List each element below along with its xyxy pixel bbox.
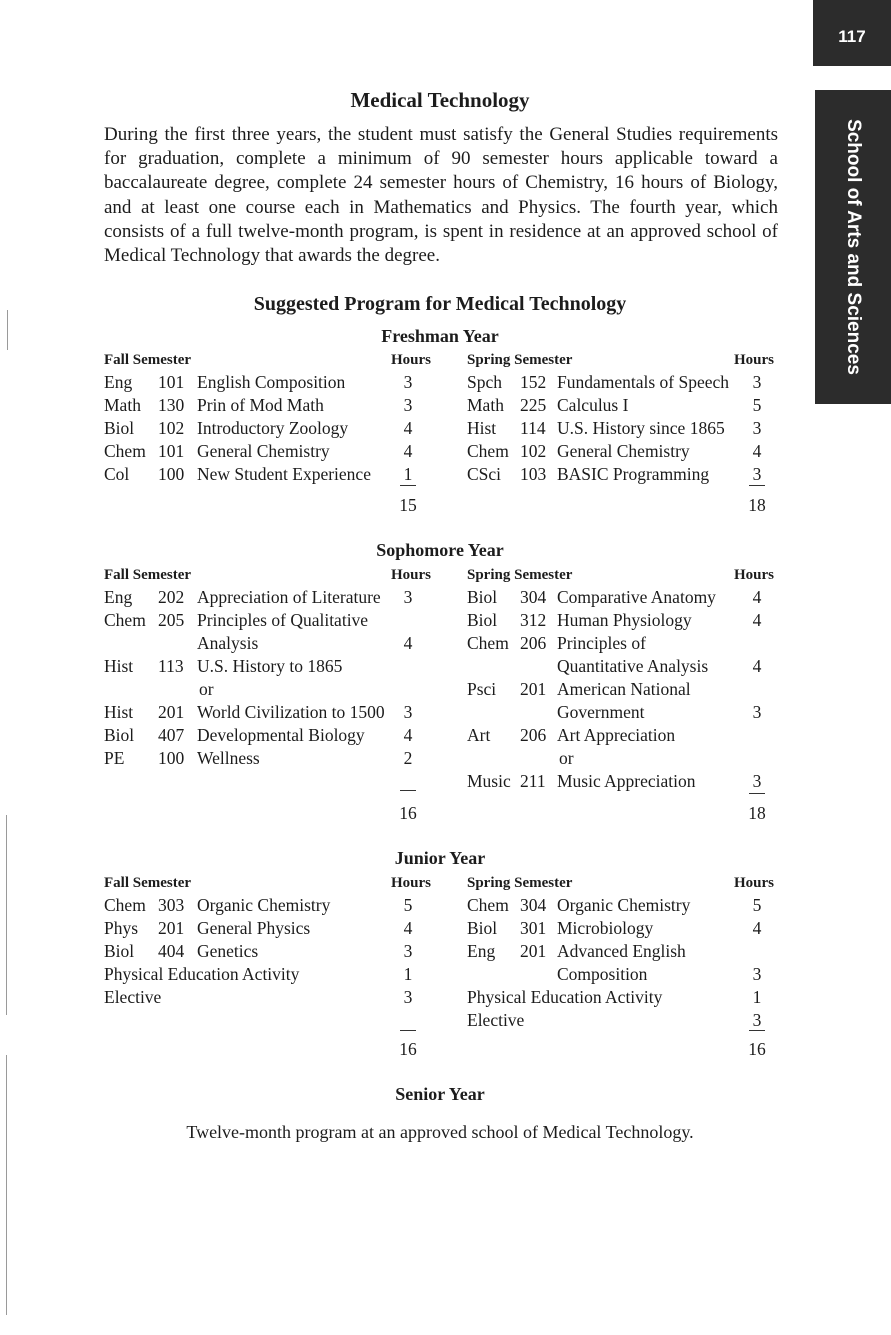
freshman-spring-total-rule — [749, 485, 765, 486]
course-dept: Col — [104, 464, 130, 484]
course-hours: 4 — [752, 441, 762, 461]
course-number: 113 — [158, 656, 184, 676]
freshman-fall-header: Fall Semester — [104, 352, 192, 368]
course-name: Advanced English — [557, 941, 686, 961]
course-number: 102 — [520, 441, 547, 461]
course-name: Comparative Anatomy — [557, 587, 716, 607]
course-dept: Spch — [467, 372, 502, 392]
freshman-spring-hours-header: Hours — [733, 352, 774, 368]
course-name: General Chemistry — [557, 441, 690, 461]
sophomore-spring-total-rule — [749, 793, 765, 794]
course-name: Wellness — [197, 748, 260, 768]
course-hours: 4 — [403, 918, 413, 938]
course-dept: Chem — [104, 441, 146, 461]
course-dept: CSci — [467, 464, 502, 484]
course-number: 205 — [158, 610, 185, 630]
course-name: American National — [557, 679, 691, 699]
course-dept: Physical Education Activity — [467, 987, 663, 1007]
course-name: Fundamentals of Speech — [557, 372, 730, 392]
course-dept: Music — [467, 771, 511, 791]
course-dept: Elective — [104, 987, 162, 1007]
course-dept: Chem — [467, 633, 509, 653]
junior-spring-total-rule — [749, 1030, 765, 1031]
course-hours: 5 — [403, 895, 413, 915]
course-name: General Physics — [197, 918, 311, 938]
course-number: 303 — [158, 895, 185, 915]
course-name: Government — [557, 702, 645, 722]
course-name: Prin of Mod Math — [197, 395, 324, 415]
course-name: Appreciation of Literature — [197, 587, 381, 607]
course-dept: Hist — [467, 418, 497, 438]
course-hours: 3 — [752, 1010, 762, 1030]
course-number: 201 — [158, 702, 185, 722]
sophomore-fall-hours-header: Hours — [390, 567, 431, 583]
freshman-fall-hours-header: Hours — [390, 352, 431, 368]
course-hours: 3 — [752, 702, 762, 722]
course-name: U.S. History since 1865 — [557, 418, 725, 438]
course-hours: 4 — [752, 918, 762, 938]
course-dept: Art — [467, 725, 491, 745]
course-name: U.S. History to 1865 — [197, 656, 343, 676]
course-name: Art Appreciation — [557, 725, 676, 745]
course-dept: Chem — [104, 610, 146, 630]
senior-year-text: Twelve-month program at an approved school of Medical Technology. — [186, 1122, 694, 1142]
sophomore-year-title: Sophomore Year — [376, 540, 504, 560]
course-name: Principles of — [557, 633, 646, 653]
course-number: 101 — [158, 441, 185, 461]
course-hours: 4 — [403, 633, 413, 653]
course-hours: 3 — [403, 702, 413, 722]
course-number: 301 — [520, 918, 547, 938]
course-hours: 3 — [752, 464, 762, 484]
course-name: BASIC Programming — [557, 464, 710, 484]
course-number: 404 — [158, 941, 185, 961]
sophomore-fall-header: Fall Semester — [104, 567, 192, 583]
course-hours: 3 — [752, 964, 762, 984]
junior-spring-total: 16 — [748, 1039, 766, 1059]
course-dept: Chem — [467, 895, 509, 915]
course-name: Calculus I — [557, 395, 629, 415]
course-hours: 1 — [403, 464, 413, 484]
course-dept: Hist — [104, 656, 134, 676]
course-dept: Elective — [467, 1010, 525, 1030]
course-number: 225 — [520, 395, 547, 415]
course-hours: 3 — [403, 987, 413, 1007]
course-dept: PE — [104, 748, 125, 768]
course-dept: Chem — [467, 441, 509, 461]
course-hours: 3 — [403, 941, 413, 961]
course-name: or — [199, 679, 214, 699]
junior-fall-hours-header: Hours — [390, 875, 431, 891]
course-name: or — [559, 748, 574, 768]
course-number: 100 — [158, 464, 185, 484]
course-number: 152 — [520, 372, 547, 392]
course-dept: Physical Education Activity — [104, 964, 300, 984]
course-hours: 4 — [403, 418, 413, 438]
course-number: 206 — [520, 633, 547, 653]
course-number: 101 — [158, 372, 185, 392]
course-dept: Psci — [467, 679, 497, 699]
junior-fall-total-rule — [400, 1030, 416, 1031]
senior-year-title: Senior Year — [395, 1084, 485, 1104]
course-name: Organic Chemistry — [557, 895, 691, 915]
course-number: 201 — [520, 679, 547, 699]
freshman-fall-total-rule — [400, 485, 416, 486]
freshman-fall-total: 15 — [399, 495, 417, 515]
course-name: Principles of Qualitative — [197, 610, 369, 630]
junior-spring-header: Spring Semester — [467, 875, 573, 891]
course-number: 100 — [158, 748, 185, 768]
course-hours: 2 — [403, 748, 413, 768]
course-dept: Math — [467, 395, 504, 415]
course-number: 304 — [520, 895, 547, 915]
course-name: Composition — [557, 964, 648, 984]
course-name: Introductory Zoology — [197, 418, 349, 438]
course-name: Music Appreciation — [557, 771, 696, 791]
margin-line — [7, 310, 8, 350]
freshman-spring-total: 18 — [748, 495, 766, 515]
freshman-spring-header: Spring Semester — [467, 352, 573, 368]
course-hours: 3 — [752, 372, 762, 392]
course-hours: 3 — [403, 395, 413, 415]
course-dept: Eng — [467, 941, 496, 961]
course-hours: 4 — [752, 610, 762, 630]
course-number: 102 — [158, 418, 185, 438]
course-dept: Biol — [467, 610, 498, 630]
course-dept: Hist — [104, 702, 134, 722]
course-hours: 5 — [752, 395, 762, 415]
margin-line — [6, 815, 7, 1015]
section-tab — [815, 90, 891, 404]
margin-line — [6, 1055, 7, 1315]
course-name: English Composition — [197, 372, 346, 392]
sophomore-spring-header: Spring Semester — [467, 567, 573, 583]
course-name: Developmental Biology — [197, 725, 365, 745]
page-number: 117 — [813, 0, 891, 66]
course-dept: Biol — [467, 587, 498, 607]
course-hours: 4 — [752, 587, 762, 607]
program-title: Suggested Program for Medical Technology — [253, 293, 627, 315]
course-dept: Biol — [104, 418, 135, 438]
course-name: Human Physiology — [557, 610, 692, 630]
course-dept: Chem — [104, 895, 146, 915]
course-name: Analysis — [197, 633, 259, 653]
junior-spring-hours-header: Hours — [733, 875, 774, 891]
intro-paragraph: During the first three years, the student must satisfy the General Studies requirements for graduation, complete a minimum of 90 semester hours applicable toward a baccalaureate degree, complete 24 semester hours of Chemistry, 16 hours of Biology, and at least one course each in Mathematics and Physics. The fourth year, which consists of a full twelve-month program, is spent in residence at an approved school of Medical Technology that awards the degree. — [104, 124, 778, 267]
course-hours: 4 — [403, 725, 413, 745]
course-hours: 5 — [752, 895, 762, 915]
course-hours: 1 — [403, 964, 413, 984]
course-hours: 3 — [403, 372, 413, 392]
course-name: New Student Experience — [197, 464, 371, 484]
course-name: Quantitative Analysis — [557, 656, 709, 676]
junior-fall-header: Fall Semester — [104, 875, 192, 891]
section-tab-label: School of Arts and Sciences — [843, 119, 864, 375]
course-number: 114 — [520, 418, 546, 438]
course-hours: 1 — [752, 987, 762, 1007]
course-hours: 3 — [403, 587, 413, 607]
course-hours: 3 — [752, 771, 762, 791]
course-number: 201 — [520, 941, 547, 961]
course-number: 407 — [158, 725, 185, 745]
course-dept: Eng — [104, 587, 133, 607]
course-dept: Eng — [104, 372, 133, 392]
junior-fall-total: 16 — [399, 1039, 417, 1059]
course-dept: Biol — [104, 941, 135, 961]
course-name: Organic Chemistry — [197, 895, 331, 915]
course-number: 202 — [158, 587, 185, 607]
junior-year-title: Junior Year — [394, 848, 486, 868]
course-number: 211 — [520, 771, 546, 791]
course-number: 304 — [520, 587, 547, 607]
sophomore-fall-total-rule — [400, 790, 416, 791]
course-hours: 4 — [403, 441, 413, 461]
course-number: 201 — [158, 918, 185, 938]
course-number: 130 — [158, 395, 185, 415]
course-hours: 4 — [752, 656, 762, 676]
course-name: General Chemistry — [197, 441, 330, 461]
course-number: 312 — [520, 610, 547, 630]
course-name: Microbiology — [557, 918, 654, 938]
course-dept: Biol — [104, 725, 135, 745]
page-title: Medical Technology — [350, 88, 530, 112]
sophomore-fall-total: 16 — [399, 803, 417, 823]
sophomore-spring-total: 18 — [748, 803, 766, 823]
sophomore-spring-hours-header: Hours — [733, 567, 774, 583]
course-name: Genetics — [197, 941, 259, 961]
course-dept: Math — [104, 395, 141, 415]
course-name: World Civilization to 1500 — [197, 702, 385, 722]
course-number: 206 — [520, 725, 547, 745]
course-number: 103 — [520, 464, 547, 484]
course-dept: Phys — [104, 918, 139, 938]
freshman-year-title: Freshman Year — [381, 326, 499, 346]
course-dept: Biol — [467, 918, 498, 938]
course-hours: 3 — [752, 418, 762, 438]
